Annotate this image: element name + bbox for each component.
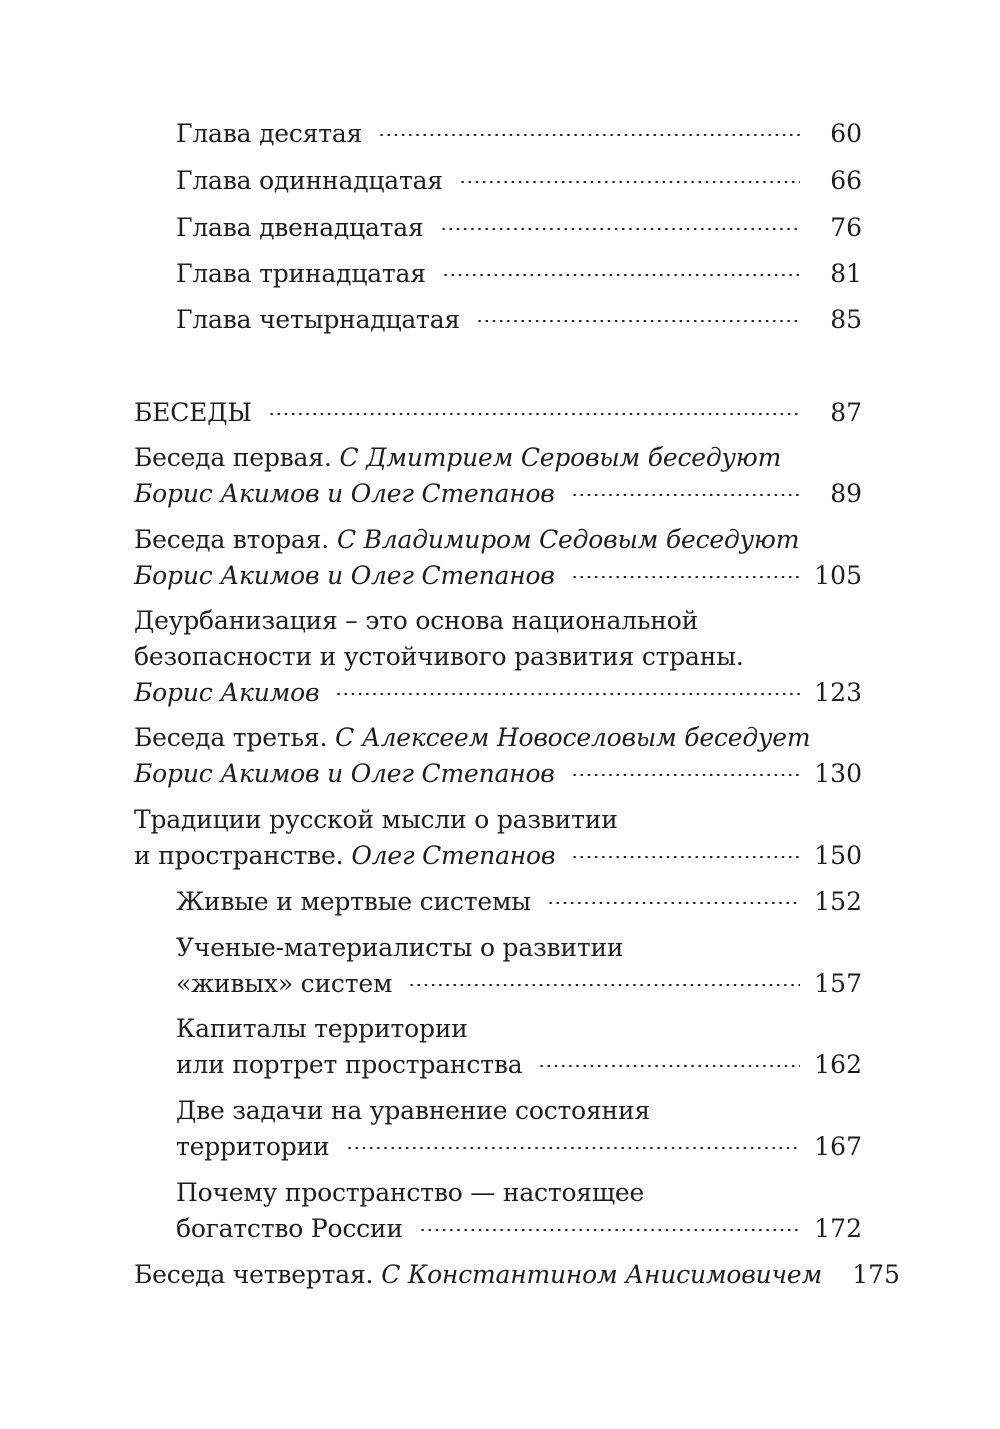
entry-title: Глава тринадцатая bbox=[176, 259, 426, 288]
entry-authors: С Константином Анисимовичем bbox=[381, 1260, 822, 1289]
toc-entry-line bbox=[0, 520, 1000, 560]
entry-title: Две задачи на уравнение состояния bbox=[176, 1096, 651, 1125]
toc-subentry bbox=[0, 1127, 1000, 1167]
entry-title: территории bbox=[176, 1132, 330, 1161]
dot-leader bbox=[440, 228, 800, 230]
dot-leader bbox=[378, 134, 800, 136]
entry-authors: Борис Акимов и Олег Степанов bbox=[134, 759, 555, 788]
entry-title: «живых» систем bbox=[176, 969, 393, 998]
entry-title: и пространстве. bbox=[134, 841, 344, 870]
dot-leader bbox=[335, 693, 800, 695]
entry-authors: С Владимиром Седовым беседуют bbox=[336, 525, 800, 554]
entry-title: безопасности и устойчивого развития страны. bbox=[134, 642, 744, 671]
toc-subentry-line bbox=[0, 1091, 1000, 1131]
page-number: 123 bbox=[814, 678, 862, 707]
toc-entry bbox=[0, 1255, 1000, 1295]
page-number: 172 bbox=[814, 1214, 862, 1243]
entry-authors: Борис Акимов bbox=[134, 678, 320, 707]
dot-leader bbox=[571, 856, 800, 858]
entry-title: Беседа первая. bbox=[134, 443, 332, 472]
dot-leader bbox=[419, 1229, 800, 1231]
dot-leader bbox=[459, 181, 800, 183]
entry-title: Глава одиннадцатая bbox=[176, 166, 443, 195]
dot-leader bbox=[571, 774, 800, 776]
toc-entry-line bbox=[0, 601, 1000, 641]
dot-leader bbox=[408, 984, 800, 986]
entry-title: Беседа четвертая. bbox=[134, 1260, 374, 1289]
toc-entry bbox=[0, 161, 1000, 201]
dot-leader bbox=[538, 1065, 800, 1067]
toc-entry bbox=[0, 114, 1000, 154]
toc-entry bbox=[0, 300, 1000, 340]
toc-subentry-line bbox=[0, 1009, 1000, 1049]
dot-leader bbox=[442, 274, 800, 276]
dot-leader bbox=[571, 494, 800, 496]
page-number: 167 bbox=[814, 1132, 862, 1161]
dot-leader bbox=[547, 902, 800, 904]
toc-entry-line bbox=[0, 718, 1000, 758]
dot-leader bbox=[346, 1147, 800, 1149]
entry-authors: С Дмитрием Серовым беседуют bbox=[339, 443, 782, 472]
page-number: 81 bbox=[830, 259, 862, 288]
page-number: 175 bbox=[852, 1260, 900, 1289]
toc-subentry bbox=[0, 1045, 1000, 1085]
entry-title: Деурбанизация – это основа национальной bbox=[134, 606, 699, 635]
page-number: 76 bbox=[830, 213, 862, 242]
page-number: 105 bbox=[814, 561, 862, 590]
entry-title: Живые и мертвые системы bbox=[176, 887, 531, 916]
entry-title: Глава четырнадцатая bbox=[176, 305, 460, 334]
entry-title: богатство России bbox=[176, 1214, 403, 1243]
page-number: 85 bbox=[830, 305, 862, 334]
entry-title: Глава двенадцатая bbox=[176, 213, 424, 242]
entry-title: или портрет пространства bbox=[176, 1050, 523, 1079]
toc-entry-line bbox=[0, 438, 1000, 478]
dot-leader bbox=[268, 413, 800, 415]
toc-subentry-line bbox=[0, 928, 1000, 968]
dot-leader bbox=[476, 320, 800, 322]
toc-entry bbox=[0, 754, 1000, 794]
page-number: 152 bbox=[814, 887, 862, 916]
toc-subentry bbox=[0, 1209, 1000, 1249]
toc-entry-line bbox=[0, 637, 1000, 677]
toc-entry bbox=[0, 474, 1000, 514]
toc-subentry bbox=[0, 882, 1000, 922]
page-number: 157 bbox=[814, 969, 862, 998]
toc-entry bbox=[0, 556, 1000, 596]
entry-authors: Борис Акимов и Олег Степанов bbox=[134, 561, 555, 590]
toc-entry bbox=[0, 208, 1000, 248]
page-number: 66 bbox=[830, 166, 862, 195]
toc-subentry bbox=[0, 964, 1000, 1004]
toc-entry bbox=[0, 673, 1000, 713]
page-number: 130 bbox=[814, 759, 862, 788]
entry-authors: Борис Акимов и Олег Степанов bbox=[134, 479, 555, 508]
page-number: 150 bbox=[814, 841, 862, 870]
page-number: 60 bbox=[830, 119, 862, 148]
dot-leader bbox=[571, 576, 800, 578]
toc-section bbox=[0, 393, 1000, 433]
toc-entry-line bbox=[0, 800, 1000, 840]
entry-title: Глава десятая bbox=[176, 119, 363, 148]
entry-title: Капиталы территории bbox=[176, 1014, 468, 1043]
page-number: 87 bbox=[830, 398, 862, 427]
entry-authors: С Алексеем Новоселовым беседует bbox=[335, 723, 811, 752]
entry-title: Беседа вторая. bbox=[134, 525, 329, 554]
page-number: 162 bbox=[814, 1050, 862, 1079]
toc-subentry-line bbox=[0, 1173, 1000, 1213]
entry-authors: Олег Степанов bbox=[351, 841, 556, 870]
entry-title: Традиции русской мысли о развитии bbox=[134, 805, 618, 834]
entry-title: Беседа третья. bbox=[134, 723, 328, 752]
entry-title: Ученые-материалисты о развитии bbox=[176, 933, 624, 962]
section-title: БЕСЕДЫ bbox=[134, 398, 252, 427]
entry-title: Почему пространство — настоящее bbox=[176, 1178, 645, 1207]
page-number: 89 bbox=[830, 479, 862, 508]
toc-entry bbox=[0, 836, 1000, 876]
toc-entry bbox=[0, 254, 1000, 294]
